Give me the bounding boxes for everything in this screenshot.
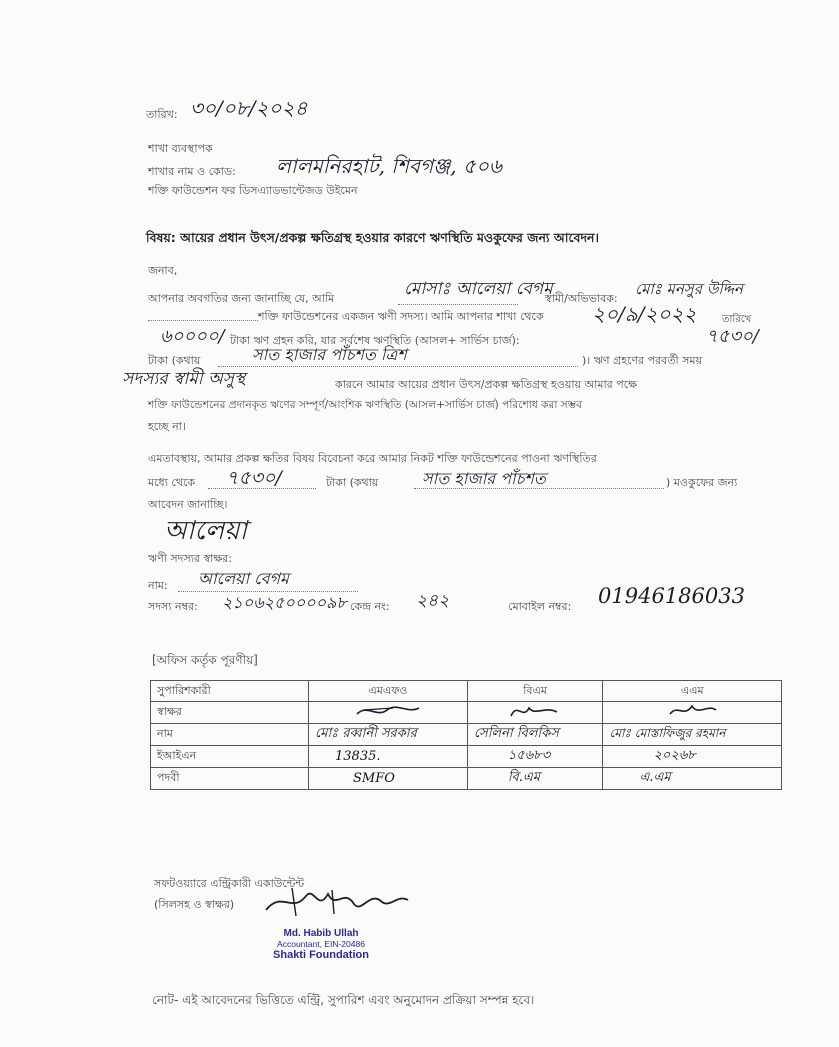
office-col-label: সুপারিশকারী — [151, 681, 309, 702]
member-name-value: আলেয়া বেগম — [198, 569, 289, 588]
stamp-name: Md. Habib Ullah — [283, 928, 359, 939]
p1-text-e: টাকা ঋণ গ্রহন করি, যার সর্বশেষ ঋণস্থিতি (আসল+ সার্ভিস চার্জ): — [230, 334, 520, 347]
date-label: তারিখ: — [146, 108, 178, 121]
office-ein-row — [151, 746, 782, 768]
waive-words: সাত হাজার পাঁচশত — [422, 469, 546, 488]
accountant-signature — [262, 884, 412, 920]
office-header-row — [151, 681, 782, 702]
branch-label: শাখার নাম ও কোড: — [148, 165, 236, 178]
office-heading: [অফিস কর্তৃক পূরণীয়] — [152, 653, 258, 667]
office-name-row — [151, 724, 782, 746]
member-sign-label: ঋণী সদস্যর স্বাক্ষর: — [148, 552, 232, 565]
office-signature-row — [151, 702, 782, 724]
bm-designation: বি.এম — [467, 768, 603, 790]
p2-text-d: ) মওকুফের জন্য — [666, 476, 738, 489]
mobile-value: 01946186033 — [598, 584, 745, 608]
organization-name: শক্তি ফাউন্ডেশন ফর ডিসএ্যাডভান্টেজড উইমেন — [148, 184, 358, 197]
stamp-org: Shakti Foundation — [273, 949, 369, 961]
recipient-title: শাখা ব্যবস্থাপক — [148, 142, 213, 155]
bm-ein: ১৫৬৮৩ — [467, 746, 603, 768]
p2-text-a: এমতাবস্থায়, আমার প্রকল্প ক্ষতির বিষয় বিবেচনা করে আমার নিকট শক্তি ফাউন্ডেশনের পাওনা ঋণস্থিতির — [148, 452, 597, 465]
bm-name: সেলিনা বিলকিস — [467, 724, 603, 746]
mfo-name: মোঃ রব্বানী সরকার — [309, 724, 468, 746]
mobile-label: মোবাইল নম্বর: — [508, 600, 572, 613]
subject-line: বিষয়: আয়ের প্রধান উৎস/প্রকল্প ক্ষতিগ্রস্থ হওয়ার কারণে ঋণস্থিতি মওকুফের জন্য আবেদন। — [146, 230, 599, 245]
office-designation-row — [151, 768, 782, 790]
cause-text: সদস্যর স্বামী অসুস্থ — [122, 369, 246, 389]
p2-text-e: আবেদন জানাচ্ছি। — [148, 498, 228, 511]
p1-text-f: টাকা (কথায় — [148, 354, 201, 367]
am-name: মোঃ মোস্তাফিজুর রহমান — [603, 724, 782, 746]
am-signature — [603, 702, 782, 724]
p1-text-a: আপনার অবগতির জন্য জানাচ্ছি যে, আমি — [148, 292, 335, 305]
mfo-designation: SMFO — [309, 768, 468, 790]
accountant-seal-label: (সিলসহ ও স্বাক্ষর) — [154, 898, 235, 911]
accountant-stamp — [262, 928, 380, 961]
office-col-mfo: এমএফও — [309, 681, 468, 702]
member-signature: আলেয়া — [164, 516, 248, 546]
row-label: নাম — [151, 724, 309, 746]
waive-amount: ৭৫৩০/ — [226, 467, 282, 489]
member-name: মোসাঃ আলেয়া বেগম — [404, 279, 553, 299]
mfo-ein: 13835. — [309, 746, 468, 768]
bm-signature — [467, 702, 603, 724]
p1-text-j: হচ্ছে না। — [148, 420, 186, 433]
row-label: স্বাক্ষর — [151, 702, 309, 724]
p1-text-b: স্বামী/অভিভাবক: — [545, 292, 618, 305]
accountant-title: সফটওয়্যারে এন্ট্রিকারী একাউন্টেন্ট — [154, 877, 305, 890]
office-table — [150, 680, 782, 790]
p2-text-b: মধ্যে থেকে — [148, 476, 196, 489]
salutation: জনাব, — [148, 264, 178, 277]
center-value: ২৪২ — [416, 591, 450, 611]
member-id-label: সদস্য নম্বর: — [148, 600, 198, 613]
p1-text-c: শক্তি ফাউন্ডেশনের একজন ঋণী সদস্য। আমি আপনার শাখা থেকে — [258, 310, 544, 323]
footer-note: নোট- এই আবেদনের ভিত্তিতে এন্ট্রি, সুপারিশ এবং অনুমোদন প্রক্রিয়া সম্পন্ন হবে। — [152, 993, 535, 1007]
am-ein: ২০২৬৮ — [603, 746, 782, 768]
p1-text-d: তারিখে — [722, 314, 752, 325]
row-label: ইআইএন — [151, 746, 309, 768]
center-label: কেন্দ্র নং: — [350, 600, 390, 613]
office-col-am: এএম — [603, 681, 782, 702]
mfo-signature — [309, 702, 468, 724]
p2-text-c: টাকা (কথায় — [326, 476, 379, 489]
balance-amount: ৭৫৩০/ — [706, 326, 759, 347]
stamp-role: Accountant, EIN-20486 — [277, 939, 365, 949]
loan-amount: ৬০০০০/ — [160, 326, 225, 347]
p1-text-h: কারনে আমার আয়ের প্রধান উৎস/প্রকল্প ক্ষতিগ্রস্থ হওয়ায় আমার পক্ষে — [335, 378, 638, 391]
member-id-value: ২১০৬২৫০০০০৯৮ — [222, 593, 347, 612]
p1-text-i: শক্তি ফাউন্ডেশনের প্রদানকৃত ঋণের সম্পূর্ণ/আংশিক ঋণস্থিতি (আসল+সার্ভিস চার্জ) পরিশোধ করা সম্ভব — [148, 399, 583, 411]
row-label: পদবী — [151, 768, 309, 790]
guardian-name: মোঃ মনসুর উদ্দিন — [635, 280, 743, 298]
member-name-label: নাম: — [148, 579, 168, 592]
office-col-bm: বিএম — [467, 681, 603, 702]
balance-words: সাত হাজার পাঁচশত ত্রিশ — [252, 345, 407, 364]
date-value: ৩০/০৮/২০২৪ — [190, 96, 308, 120]
am-designation: এ.এম — [603, 768, 782, 790]
loan-date: ২০/৯/২০২২ — [592, 302, 697, 326]
branch-value: লালমনিরহাট, শিবগঞ্জ, ৫০৬ — [276, 154, 502, 178]
p1-text-g: )। ঋণ গ্রহণের পরবর্তী সময় — [582, 354, 702, 367]
